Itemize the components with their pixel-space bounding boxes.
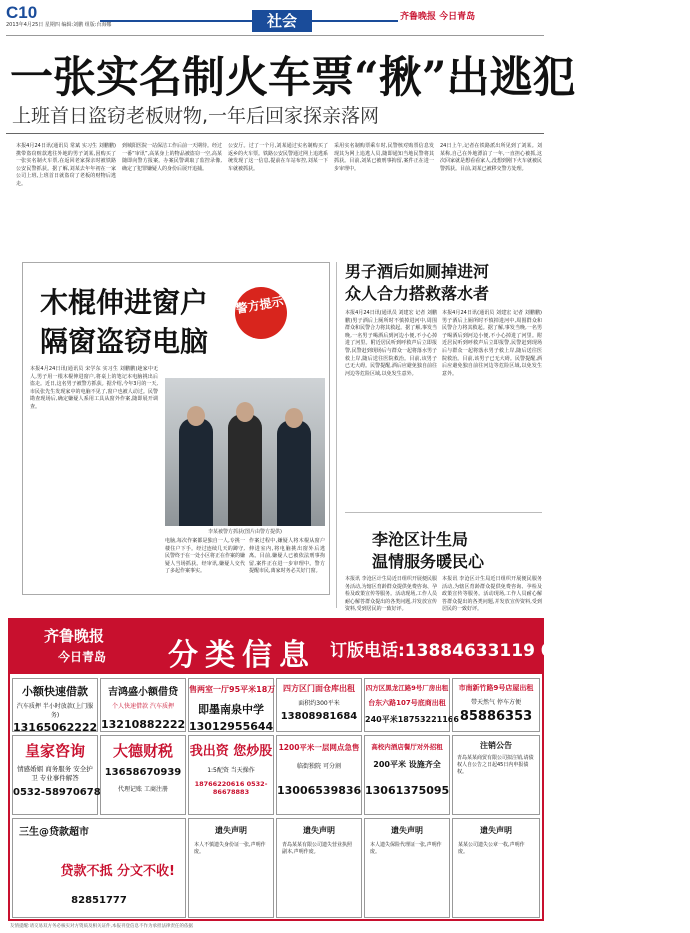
ad-storefront-rent xyxy=(276,678,362,732)
ad-title: 吉鸿盛小额借贷 xyxy=(108,687,178,698)
ad-title: 我出资 您炒股 xyxy=(189,744,273,759)
story-divider xyxy=(345,512,542,513)
ad-property-sale xyxy=(276,735,362,815)
ad-phone: 13061375095 xyxy=(365,784,450,797)
ad-title: 遗失声明 xyxy=(303,826,335,835)
story3-column-1: 本报讯 李沧区计生局近日组织开展便民服务活动,为辖区育龄群众提供免费咨询、孕检及政策宣传等服务。活动现场,工作人员耐心解答群众提出的各类问题,并发放宣传资料,受到居民的一致好评。 xyxy=(345,576,437,613)
ad-sub: 临街独院 可分割 xyxy=(297,763,341,770)
ad-title: 皇家咨询 xyxy=(24,742,85,760)
ad-title: 四方区黑龙江路9号厂房出租 xyxy=(365,684,449,692)
story2-column-2: 本报4月24日讯(通讯员 刘建宏 记者 刘鹏鹏)男子酒后上厕所时不慎掉进河中,周围群众和民警合力将其救起。据了解,事发当晚,一名男子喝酒后到河边小便,不小心掉进了河里。附近居民听到呼救声后立即报警,民警赶到现场后与群众一起将落水男子救上岸,随后送往医院救治。目前,该男子已无大碍。民警提醒,酒后应避免独自前往河边等危险区域,以免发生意外。 xyxy=(442,310,542,377)
ad-phone: 85886353 xyxy=(459,709,533,724)
ad-phone: 13658670939 xyxy=(104,767,182,778)
lead-headline: 一张实名制火车票“揪”出逃犯 xyxy=(10,53,576,103)
lead-subhead: 上班首日盗窃老板财物,一年后回家探亲落网 xyxy=(12,105,380,127)
header-divider xyxy=(6,35,544,36)
ad-title: 市南新竹路9号店屋出租 xyxy=(458,684,534,692)
column-divider xyxy=(336,262,337,608)
ad-sub: 某某公司遗失公章一枚,声明作废。 xyxy=(458,842,525,855)
ad-phone: 13165062222 xyxy=(13,721,98,734)
ad-title: 小额快速借款 xyxy=(22,685,88,698)
ad-sub: 即墨南泉中学 xyxy=(198,703,264,716)
ad-loan-supermarket xyxy=(12,818,186,918)
ad-phone: 0532-58970678 xyxy=(13,787,101,798)
ad-title: 三生@贷款超市 xyxy=(19,827,89,838)
section-label: 社会 xyxy=(252,10,312,32)
photo-caption: 李某被警方抓获(图片由警方提供) xyxy=(208,529,282,535)
classifieds-title: 分类信息 xyxy=(168,638,316,673)
arrest-photo xyxy=(165,378,325,526)
ad-sub: 台东六路107号底商出租 xyxy=(368,699,446,707)
feature-column-3: 作案过程中,嫌疑人将木棍从窗户伸进室内,将电脑挑出窗外后逃离。目前,嫌疑人已被依法刑事拘留,案件正在进一步审理中。警方提醒市民,离家时务必关好门窗。 xyxy=(249,538,325,575)
lead-column-2: 到城阳医院一站保洁工作后前一天期待。经过一番“审讯”,高某身上的物品被盗窃一空,高某随即向警方报案。办案民警调取了监控录像,确定了犯罪嫌疑人的身份后展开追捕。 xyxy=(122,143,223,172)
ad-title: 1200平米一层网点急售 xyxy=(278,743,360,752)
ad-restaurant-rent xyxy=(364,735,450,815)
ad-title: 遗失声明 xyxy=(391,826,423,835)
issue-meta: 2013年4月25日 星期四 编辑:刘鹏 组版:台海娜 xyxy=(6,22,112,28)
lead-column-4: 采用实名制购票乘车时,民警核对购票信息发现其为网上追逃人员,随即通知当地民警将其抓获。目前,刘某已被刑事拘留,案件正在进一步审理中。 xyxy=(334,143,434,172)
ad-title: 四方区门面仓库出租 xyxy=(283,684,355,693)
page-number: C10 xyxy=(6,3,38,22)
story3-column-2: 本报讯 李沧区计生局近日组织开展便民服务活动,为辖区育龄群众提供免费咨询、孕检及政策宣传等服务。活动现场,工作人员耐心解答群众提出的各类问题,并发放宣传资料,受到居民的一致好评。 xyxy=(442,576,542,613)
ad-title: 遗失声明 xyxy=(215,826,247,835)
story2-title-line-2: 众人合力搭救落水者 xyxy=(345,284,490,303)
ad-stock-funding xyxy=(188,735,274,815)
officer-head-right xyxy=(285,408,303,428)
ad-title: 高校内酒店餐厅对外招租 xyxy=(371,743,443,751)
ad-sub: 情感婚姻 商务服务 安全护卫 专业事件解答 xyxy=(17,765,93,782)
ad-cancellation-notice xyxy=(452,735,540,815)
ad-sub: 代理记账 工商注册 xyxy=(118,786,168,793)
suspect-figure xyxy=(228,414,262,526)
ad-sub: 贷款不抵 分文不收! xyxy=(60,864,175,879)
ad-sub: 青岛某某商贸有限公司拟注销,请债权人自公告之日起45日内申报债权。 xyxy=(457,755,534,775)
feature-column-2: 电脑,每次作案都是独自一人,专挑一楼住户下手。经过连续几天的蹲守,民警终于在一处小区将正在作案的嫌疑人当场抓获。经审讯,嫌疑人交代了多起作案事实。 xyxy=(165,538,246,575)
ad-sub: 个人快速借款 汽车质押 xyxy=(112,703,174,710)
ad-sub: 200平米 设施齐全 xyxy=(373,760,441,769)
ad-title: 注销公告 xyxy=(480,741,512,750)
ad-house-sale xyxy=(188,678,274,732)
lead-column-5: 24日上午,记者在铁路派出所见到了刘某。刘某称,自己在外地漂泊了一年,一直担心被抓,这次回家就是想看看家人,没想到刚下火车就被民警抓获。目前,刘某已被移交警方处理。 xyxy=(440,143,542,172)
ad-consulting xyxy=(12,735,101,815)
officer-figure-right xyxy=(277,420,311,526)
lead-column-1: 本报4月24日讯(通讯员 常斌 实习生 刘鹏鹏)携带盗窃赃款逃往外地的男子刘某,因购买了一张实名制火车票,在返回老家探亲时被铁路公安民警抓获。据了解,刘某去年年初在一家公司上班,上班首日就盗窃了老板的财物后逃走。 xyxy=(16,143,116,187)
feature-column-1: 本报4月24日讯(通讯员 宋学东 实习生 刘鹏鹏)趁家中无人,男子用一根木棍伸进窗户,将桌上的笔记本电脑挑出后盗走。近日,这名男子被警方抓获。据介绍,今年3月的一天,市民张先生发现家中的电脑不见了,窗户也被人动过。民警勘查现场后,确定嫌疑人系用工具从窗外作案,随即展开调查。 xyxy=(30,366,158,410)
ad-title: 售两室一厅95平米18万 xyxy=(189,685,276,694)
feature-title-line-1: 木棍伸进窗户 xyxy=(40,286,209,319)
ad-sub: 带天然气 停车方便 xyxy=(471,699,521,706)
ad-sub: 汽车质押 半小时放款(上门服务) xyxy=(16,703,94,719)
ad-sub: 面积约300平米 xyxy=(298,700,340,707)
ad-plant-rent xyxy=(364,678,459,732)
story2-column-1: 本报4月24日讯(通讯员 刘建宏 记者 刘鹏鹏)男子酒后上厕所时不慎掉进河中,周围群众和民警合力将其救起。据了解,事发当晚,一名男子喝酒后到河边小便,不小心掉进了河里。附近居民听到呼救声后立即报警,民警赶到现场后与群众一起将落水男子救上岸,随后送往医院救治。目前,该男子已无大碍。民警提醒,酒后应避免独自前往河边等危险区域,以免发生意外。 xyxy=(345,310,437,377)
ad-sub: 1:5配资 当天操作 xyxy=(207,767,255,774)
ad-phone: 13006539836 xyxy=(277,784,362,797)
ad-lost-notice-2 xyxy=(276,818,362,918)
classifieds-logo: 齐鲁晚报 xyxy=(44,627,105,645)
story3-title-line-1: 李沧区计生局 xyxy=(372,530,469,549)
ad-sub: 本人不慎遗失身份证一张,声明作废。 xyxy=(194,842,266,855)
story3-title-line-2: 温情服务暖民心 xyxy=(372,552,485,571)
ad-loan-quick xyxy=(12,678,98,732)
ad-sub: 青岛某某有限公司遗失营业执照副本,声明作废。 xyxy=(282,842,353,855)
ad-loan-jihongsheng xyxy=(100,678,186,732)
ad-phone: 13808981684 xyxy=(280,711,358,722)
officer-figure-left xyxy=(179,418,213,526)
subhead-divider xyxy=(6,133,544,134)
feature-title-line-2: 隔窗盗窃电脑 xyxy=(40,325,209,358)
ad-phone: 13012955644 xyxy=(189,720,274,733)
officer-head-left xyxy=(187,406,205,426)
ad-phone: 82851777 xyxy=(71,895,127,906)
ad-phone: 18766220616 0532-86678883 xyxy=(194,780,268,796)
ad-phone: 13210882222 xyxy=(101,718,186,731)
masthead-logo: 齐鲁晚报 今日青岛 xyxy=(400,12,476,22)
ad-title: 大德财税 xyxy=(112,742,173,760)
ad-lost-notice-3 xyxy=(364,818,450,918)
header-rule-right xyxy=(312,20,398,22)
header-rule-left xyxy=(100,20,252,22)
ad-lost-notice-4 xyxy=(452,818,540,918)
classifieds-footnote: 友情提醒:请交易双方务必核实对方资质及相关证件,本报刊登信息不作为承担法律责任的依据 xyxy=(10,924,193,929)
ad-accounting xyxy=(100,735,186,815)
police-warning-stamp: 警方提示 xyxy=(231,283,291,343)
classifieds-logo-sub: 今日青岛 xyxy=(58,650,107,664)
suspect-head xyxy=(236,402,254,422)
story2-title-line-1: 男子酒后如厕掉进河 xyxy=(345,262,490,281)
ad-sub: 本人遗失保险代理证一张,声明作废。 xyxy=(370,842,442,855)
ad-shop-rent xyxy=(452,678,540,732)
lead-column-3: 公安厅。过了一个月,刘某通过实名制购买了返乡的火车票。铁路公安民警通过网上追逃系统发现了这一信息,提前在车站布控,刘某一下车就被抓获。 xyxy=(228,143,329,172)
ad-phone: 240平米18753221166 xyxy=(365,715,459,724)
ad-title: 遗失声明 xyxy=(480,826,512,835)
ad-lost-notice-1 xyxy=(188,818,274,918)
classifieds-hotline: 订版电话:13884633119 0532-81186679 xyxy=(330,641,690,661)
